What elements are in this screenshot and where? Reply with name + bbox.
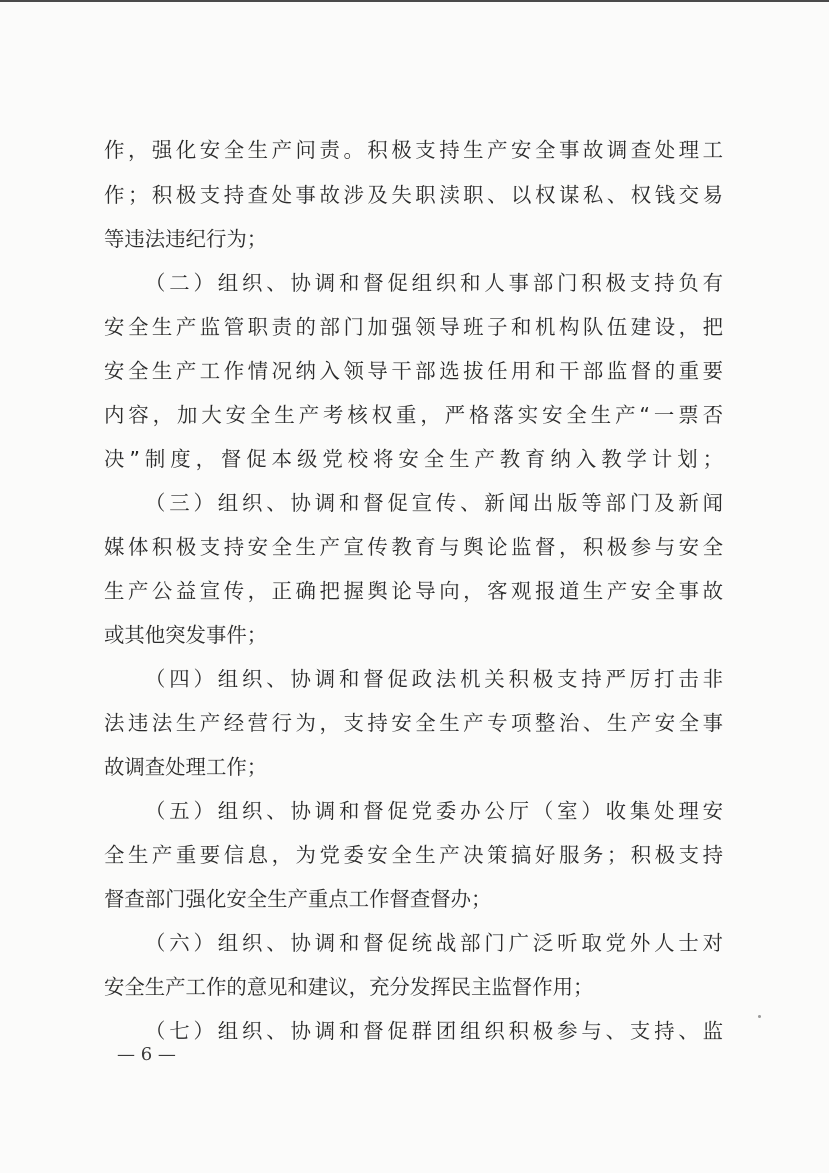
page-number: — 6 — <box>117 1044 176 1065</box>
body-text-line: 法违法生产经营行为，支持安全生产专项整治、生产安全事 <box>104 711 723 735</box>
paragraph-6-first-line: （六）组织、协调和督促统战部门广泛听取党外人士对 <box>145 931 723 955</box>
paragraph-4-first-line: （四）组织、协调和督促政法机关积极支持严厉打击非 <box>145 667 723 691</box>
body-text-line: 生产公益宣传，正确把握舆论导向，客观报道生产安全事故 <box>104 579 723 603</box>
paragraph-2-first-line: （二）组织、协调和督促组织和人事部门积极支持负有 <box>145 271 723 295</box>
body-text-line: 故调查处理工作； <box>104 755 268 779</box>
body-text-line: 等违法违纪行为； <box>104 227 268 251</box>
body-text-line: 决”制度，督促本级党校将安全生产教育纳入教学计划； <box>104 447 723 471</box>
paragraph-5-first-line: （五）组织、协调和督促党委办公厅（室）收集处理安 <box>145 799 723 823</box>
body-text-line: 安全生产工作的意见和建议，充分发挥民主监督作用； <box>104 975 594 999</box>
scan-speck-mark <box>758 1015 761 1018</box>
body-text-line: 全生产重要信息，为党委安全生产决策搞好服务；积极支持 <box>104 843 723 867</box>
body-text-line: 安全生产监管职责的部门加强领导班子和机构队伍建设，把 <box>104 315 723 339</box>
body-text-line: 媒体积极支持安全生产宣传教育与舆论监督，积极参与安全 <box>104 535 723 559</box>
body-text-line: 作，强化安全生产问责。积极支持生产安全事故调查处理工 <box>104 138 723 162</box>
paragraph-3-first-line: （三）组织、协调和督促宣传、新闻出版等部门及新闻 <box>145 491 723 515</box>
body-text-line: 或其他突发事件； <box>104 623 268 647</box>
body-text-line: 安全生产工作情况纳入领导干部选拔任用和干部监督的重要 <box>104 359 723 383</box>
body-text-line: 内容，加大安全生产考核权重，严格落实安全生产“一票否 <box>104 403 723 427</box>
body-text-line: 作；积极支持查处事故涉及失职渎职、以权谋私、权钱交易 <box>104 183 723 207</box>
paragraph-7-first-line: （七）组织、协调和督促群团组织积极参与、支持、监 <box>145 1019 723 1043</box>
body-text-line: 督查部门强化安全生产重点工作督查督办； <box>104 887 492 911</box>
